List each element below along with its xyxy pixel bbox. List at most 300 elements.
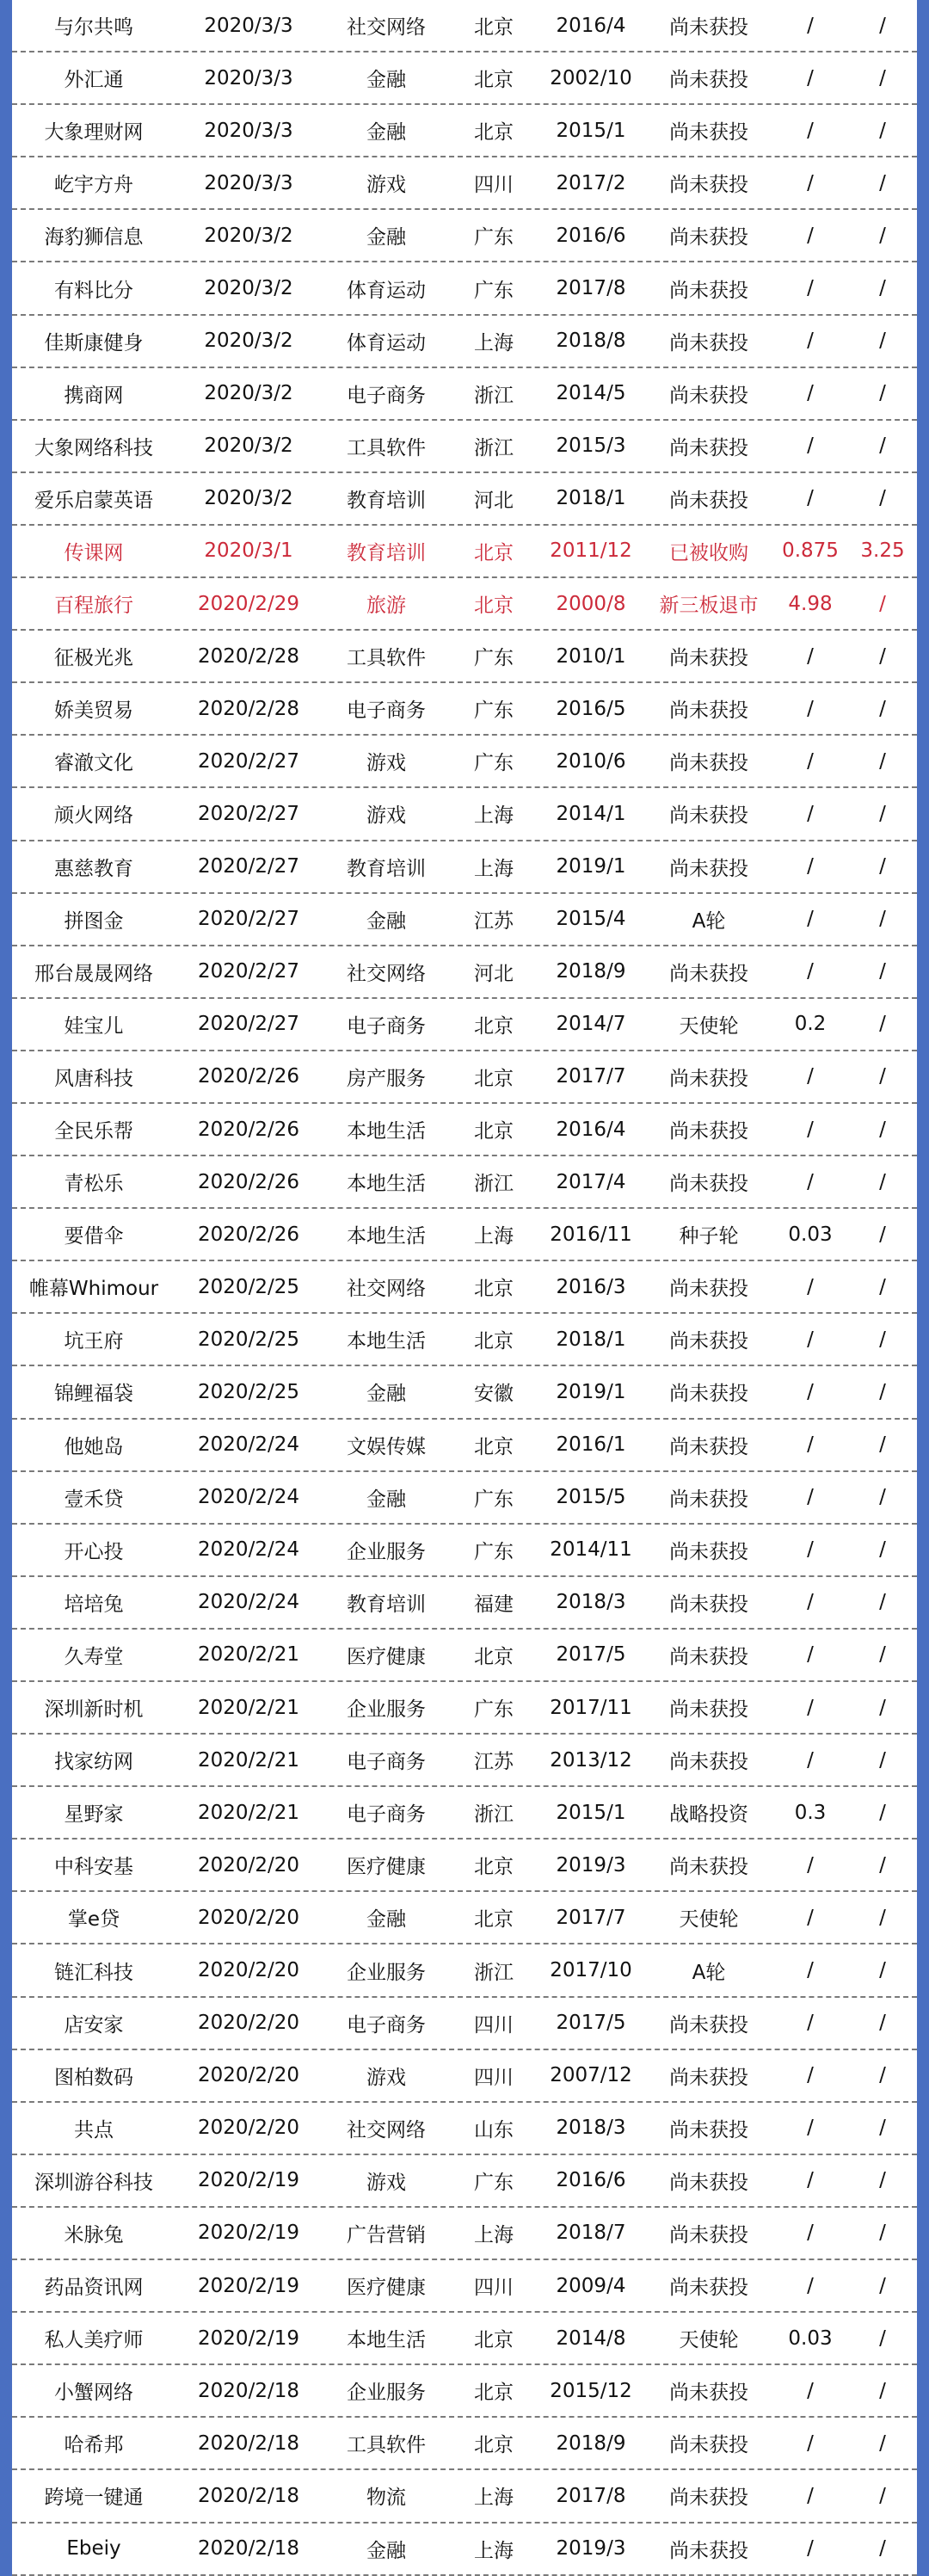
region-cell: 北京: [474, 1435, 514, 1458]
funding-amount-cell: /: [807, 908, 814, 931]
funding-round-cell: 尚未获投: [669, 2223, 748, 2246]
table-row: [12, 2103, 917, 2155]
valuation-cell: /: [879, 644, 886, 668]
industry-cell: 金融: [366, 1383, 406, 1406]
region-cell: 四川: [474, 2013, 514, 2037]
funding-round-cell: A轮: [692, 1961, 726, 1984]
funding-amount-cell: /: [807, 1170, 814, 1193]
company-name-cell: 坑王府: [64, 1330, 124, 1353]
closure-date-cell: 2020/2/27: [198, 802, 299, 825]
funding-round-cell: 尚未获投: [669, 1593, 748, 1616]
table-row: [12, 105, 917, 157]
closure-date-cell: 2020/3/3: [204, 66, 293, 89]
funding-round-cell: 尚未获投: [669, 699, 748, 723]
closure-date-cell: 2020/2/18: [198, 2537, 299, 2561]
industry-cell: 游戏: [366, 2171, 406, 2194]
valuation-cell: /: [879, 2012, 886, 2035]
table-row: [12, 1104, 917, 1156]
region-cell: 广东: [474, 1488, 514, 1511]
funding-round-cell: 已被收购: [669, 541, 748, 564]
region-cell: 广东: [474, 2171, 514, 2194]
founded-date-cell: 2015/12: [550, 2379, 632, 2402]
funding-round-cell: 尚未获投: [669, 857, 748, 880]
region-cell: 浙江: [474, 1803, 514, 1827]
closure-date-cell: 2020/2/20: [198, 1853, 299, 1877]
region-cell: 广东: [474, 647, 514, 670]
closure-date-cell: 2020/3/3: [204, 171, 293, 194]
founded-date-cell: 2014/8: [556, 2326, 626, 2350]
region-cell: 北京: [474, 1645, 514, 1668]
closure-date-cell: 2020/2/20: [198, 2012, 299, 2035]
company-name-cell: 深圳游谷科技: [34, 2171, 153, 2194]
valuation-cell: /: [879, 1906, 886, 1929]
funding-amount-cell: /: [807, 2274, 814, 2297]
region-cell: 广东: [474, 699, 514, 723]
funding-round-cell: 尚未获投: [669, 647, 748, 670]
funding-round-cell: 战略投资: [669, 1803, 748, 1827]
table-row: [12, 157, 917, 210]
founded-date-cell: 2018/8: [556, 330, 626, 353]
founded-date-cell: 2015/4: [556, 908, 626, 931]
funding-round-cell: 尚未获投: [669, 962, 748, 985]
funding-amount-cell: /: [807, 1118, 814, 1141]
company-name-cell: Ebeiy: [66, 2537, 121, 2561]
table-row: [12, 1630, 917, 1682]
region-cell: 浙江: [474, 1961, 514, 1984]
company-name-cell: 佳斯康健身: [44, 331, 144, 354]
valuation-cell: /: [879, 277, 886, 300]
funding-round-cell: A轮: [692, 909, 726, 933]
table-row: [12, 1209, 917, 1261]
valuation-cell: /: [879, 171, 886, 194]
table-row: [12, 2050, 917, 2103]
funding-amount-cell: /: [807, 2537, 814, 2561]
closure-date-cell: 2020/2/28: [198, 644, 299, 668]
founded-date-cell: 2015/1: [556, 119, 626, 142]
valuation-cell: /: [879, 487, 886, 510]
funding-round-cell: 尚未获投: [669, 1067, 748, 1090]
region-cell: 广东: [474, 226, 514, 250]
founded-date-cell: 2017/5: [556, 1643, 626, 1667]
industry-cell: 本地生活: [347, 1120, 426, 1143]
funding-amount-cell: /: [807, 2222, 814, 2245]
founded-date-cell: 2017/10: [550, 1959, 632, 1982]
region-cell: 福建: [474, 1593, 514, 1616]
funding-amount-cell: /: [807, 1696, 814, 1719]
funding-round-cell: 尚未获投: [669, 1330, 748, 1353]
region-cell: 山东: [474, 2118, 514, 2142]
founded-date-cell: 2018/1: [556, 487, 626, 510]
industry-cell: 企业服务: [347, 2382, 426, 2405]
funding-amount-cell: /: [807, 1486, 814, 1509]
funding-round-cell: 尚未获投: [669, 16, 748, 40]
company-name-cell: 要借伞: [64, 1225, 124, 1248]
table-row: [12, 788, 917, 841]
region-cell: 北京: [474, 1278, 514, 1301]
region-cell: 北京: [474, 16, 514, 40]
founded-date-cell: 2017/7: [556, 1906, 626, 1929]
industry-cell: 本地生活: [347, 1225, 426, 1248]
valuation-cell: /: [879, 382, 886, 405]
company-name-cell: 小蟹网络: [54, 2382, 133, 2405]
funding-round-cell: 尚未获投: [669, 2382, 748, 2405]
closure-date-cell: 2020/2/26: [198, 1223, 299, 1246]
funding-round-cell: 尚未获投: [669, 2171, 748, 2194]
table-row: [12, 421, 917, 473]
closure-date-cell: 2020/3/2: [204, 487, 293, 510]
closure-date-cell: 2020/2/21: [198, 1801, 299, 1824]
founded-date-cell: 2007/12: [550, 2064, 632, 2087]
closure-date-cell: 2020/2/21: [198, 1696, 299, 1719]
funding-round-cell: 尚未获投: [669, 436, 748, 459]
closure-date-cell: 2020/3/1: [204, 539, 293, 563]
funding-amount-cell: /: [807, 697, 814, 720]
table-row: [12, 473, 917, 526]
funding-amount-cell: /: [807, 2431, 814, 2455]
industry-cell: 电子商务: [347, 1751, 426, 1774]
region-cell: 浙江: [474, 1173, 514, 1196]
funding-round-cell: 尚未获投: [669, 1278, 748, 1301]
valuation-cell: /: [879, 1696, 886, 1719]
region-cell: 北京: [474, 1014, 514, 1038]
company-name-cell: 海豹狮信息: [44, 226, 144, 250]
industry-cell: 企业服务: [347, 1698, 426, 1722]
founded-date-cell: 2014/11: [550, 1538, 632, 1562]
founded-date-cell: 2011/12: [550, 539, 632, 563]
region-cell: 广东: [474, 752, 514, 775]
table-row: [12, 1840, 917, 1892]
valuation-cell: /: [879, 1643, 886, 1667]
funding-amount-cell: /: [807, 2064, 814, 2087]
table-row: [12, 2365, 917, 2418]
table-row: [12, 1261, 917, 1314]
funding-round-cell: 尚未获投: [669, 331, 748, 354]
industry-cell: 电子商务: [347, 384, 426, 407]
funding-round-cell: 尚未获投: [669, 1435, 748, 1458]
funding-amount-cell: /: [807, 2484, 814, 2507]
industry-cell: 文娱传媒: [347, 1435, 426, 1458]
table-row: [12, 1472, 917, 1525]
region-cell: 上海: [474, 857, 514, 880]
funding-amount-cell: /: [807, 855, 814, 878]
funding-amount-cell: /: [807, 1380, 814, 1403]
valuation-cell: /: [879, 1591, 886, 1614]
funding-round-cell: 尚未获投: [669, 1488, 748, 1511]
region-cell: 四川: [474, 174, 514, 197]
valuation-cell: /: [879, 2537, 886, 2561]
region-cell: 浙江: [474, 436, 514, 459]
funding-round-cell: 新三板退市: [659, 595, 759, 618]
valuation-cell: /: [879, 1801, 886, 1824]
company-name-cell: 娇美贸易: [54, 699, 133, 723]
industry-cell: 金融: [366, 121, 406, 145]
region-cell: 河北: [474, 962, 514, 985]
company-name-cell: 他她岛: [64, 1435, 124, 1458]
closure-date-cell: 2020/2/28: [198, 697, 299, 720]
closure-date-cell: 2020/2/26: [198, 1065, 299, 1088]
industry-cell: 社交网络: [347, 16, 426, 40]
funding-round-cell: 尚未获投: [669, 2277, 748, 2300]
company-name-cell: 风唐科技: [54, 1067, 133, 1090]
valuation-cell: /: [879, 1748, 886, 1772]
industry-cell: 游戏: [366, 804, 406, 828]
valuation-cell: /: [879, 14, 886, 37]
industry-cell: 体育运动: [347, 331, 426, 354]
closure-date-cell: 2020/3/2: [204, 330, 293, 353]
funding-round-cell: 尚未获投: [669, 2066, 748, 2089]
funding-round-cell: 尚未获投: [669, 121, 748, 145]
valuation-cell: /: [879, 1118, 886, 1141]
funding-amount-cell: /: [807, 749, 814, 773]
closure-date-cell: 2020/2/21: [198, 1748, 299, 1772]
valuation-cell: /: [879, 434, 886, 458]
funding-amount-cell: 0.03: [788, 2326, 833, 2350]
company-name-cell: 店安家: [64, 2013, 124, 2037]
table-row: [12, 1998, 917, 2050]
valuation-cell: /: [879, 855, 886, 878]
valuation-cell: /: [879, 1275, 886, 1298]
founded-date-cell: 2018/3: [556, 2117, 626, 2140]
funding-round-cell: 尚未获投: [669, 174, 748, 197]
closure-date-cell: 2020/2/29: [198, 592, 299, 615]
company-name-cell: 星野家: [64, 1803, 124, 1827]
region-cell: 北京: [474, 1908, 514, 1932]
table-row: [12, 2155, 917, 2208]
company-name-cell: 百程旅行: [54, 595, 133, 618]
industry-cell: 金融: [366, 226, 406, 250]
industry-cell: 本地生活: [347, 1173, 426, 1196]
company-name-cell: 共点: [74, 2118, 114, 2142]
company-name-cell: 有料比分: [54, 279, 133, 302]
valuation-cell: /: [879, 1380, 886, 1403]
valuation-cell: /: [879, 908, 886, 931]
valuation-cell: /: [879, 1486, 886, 1509]
founded-date-cell: 2017/2: [556, 171, 626, 194]
table-row: [12, 2470, 917, 2523]
funding-round-cell: 尚未获投: [669, 804, 748, 828]
valuation-cell: /: [879, 2484, 886, 2507]
company-name-cell: 哈希邦: [64, 2434, 124, 2457]
funding-amount-cell: /: [807, 1275, 814, 1298]
funding-amount-cell: /: [807, 171, 814, 194]
region-cell: 江苏: [474, 909, 514, 933]
industry-cell: 电子商务: [347, 1803, 426, 1827]
founded-date-cell: 2016/4: [556, 1118, 626, 1141]
table-row: [12, 999, 917, 1051]
closure-date-cell: 2020/2/20: [198, 1959, 299, 1982]
region-cell: 北京: [474, 1120, 514, 1143]
industry-cell: 教育培训: [347, 857, 426, 880]
closure-date-cell: 2020/2/20: [198, 2064, 299, 2087]
region-cell: 四川: [474, 2066, 514, 2089]
closure-date-cell: 2020/3/2: [204, 382, 293, 405]
company-name-cell: 壹禾贷: [64, 1488, 124, 1511]
valuation-cell: /: [879, 1853, 886, 1877]
table-row: [12, 210, 917, 262]
company-name-cell: 久寿堂: [64, 1645, 124, 1668]
closure-date-cell: 2020/2/20: [198, 1906, 299, 1929]
founded-date-cell: 2002/10: [550, 66, 632, 89]
founded-date-cell: 2015/5: [556, 1486, 626, 1509]
table-row: [12, 316, 917, 368]
table-row: [12, 262, 917, 315]
industry-cell: 工具软件: [347, 647, 426, 670]
table-row: [12, 2524, 917, 2576]
table-row: [12, 1156, 917, 1209]
founded-date-cell: 2015/1: [556, 1801, 626, 1824]
table-row: [12, 2418, 917, 2470]
founded-date-cell: 2016/5: [556, 697, 626, 720]
region-cell: 北京: [474, 2329, 514, 2352]
valuation-cell: /: [879, 66, 886, 89]
table-row: [12, 1892, 917, 1944]
company-name-cell: 找家纺网: [54, 1751, 133, 1774]
valuation-cell: /: [879, 697, 886, 720]
region-cell: 安徽: [474, 1383, 514, 1406]
industry-cell: 物流: [366, 2487, 406, 2510]
founded-date-cell: 2009/4: [556, 2274, 626, 2297]
valuation-cell: /: [879, 119, 886, 142]
founded-date-cell: 2016/6: [556, 224, 626, 247]
region-cell: 北京: [474, 541, 514, 564]
industry-cell: 广告营销: [347, 2223, 426, 2246]
funding-amount-cell: /: [807, 644, 814, 668]
founded-date-cell: 2016/3: [556, 1275, 626, 1298]
industry-cell: 金融: [366, 1488, 406, 1511]
funding-amount-cell: /: [807, 224, 814, 247]
region-cell: 北京: [474, 1330, 514, 1353]
funding-amount-cell: /: [807, 802, 814, 825]
founded-date-cell: 2018/9: [556, 2431, 626, 2455]
industry-cell: 企业服务: [347, 1961, 426, 1984]
company-name-cell: 米脉兔: [64, 2223, 124, 2246]
founded-date-cell: 2017/5: [556, 2012, 626, 2035]
valuation-cell: /: [879, 1538, 886, 1562]
founded-date-cell: 2017/8: [556, 277, 626, 300]
funding-amount-cell: 0.3: [794, 1801, 827, 1824]
valuation-cell: /: [879, 1013, 886, 1036]
founded-date-cell: 2019/1: [556, 1380, 626, 1403]
region-cell: 北京: [474, 1856, 514, 1879]
valuation-cell: /: [879, 749, 886, 773]
industry-cell: 社交网络: [347, 1278, 426, 1301]
closure-date-cell: 2020/2/26: [198, 1118, 299, 1141]
closure-date-cell: 2020/3/3: [204, 14, 293, 37]
company-name-cell: 全民乐帮: [54, 1120, 133, 1143]
funding-amount-cell: /: [807, 1959, 814, 1982]
funding-round-cell: 种子轮: [679, 1225, 739, 1248]
table-row: [12, 631, 917, 683]
region-cell: 江苏: [474, 1751, 514, 1774]
company-name-cell: 培培兔: [64, 1593, 124, 1616]
industry-cell: 企业服务: [347, 1540, 426, 1563]
funding-round-cell: 尚未获投: [669, 1173, 748, 1196]
company-name-cell: 深圳新时机: [44, 1698, 144, 1722]
funding-round-cell: 尚未获投: [669, 1698, 748, 1722]
region-cell: 上海: [474, 2487, 514, 2510]
table-row: [12, 2313, 917, 2365]
valuation-cell: 3.25: [860, 539, 905, 563]
funding-amount-cell: 0.03: [788, 1223, 833, 1246]
founded-date-cell: 2019/3: [556, 2537, 626, 2561]
table-row: [12, 1682, 917, 1735]
founded-date-cell: 2014/7: [556, 1013, 626, 1036]
region-cell: 北京: [474, 595, 514, 618]
industry-cell: 工具软件: [347, 2434, 426, 2457]
valuation-cell: /: [879, 1065, 886, 1088]
industry-cell: 金融: [366, 2539, 406, 2562]
company-table: [12, 0, 917, 2576]
funding-round-cell: 天使轮: [679, 2329, 739, 2352]
closure-date-cell: 2020/2/21: [198, 1643, 299, 1667]
industry-cell: 房产服务: [347, 1067, 426, 1090]
closure-date-cell: 2020/2/18: [198, 2484, 299, 2507]
founded-date-cell: 2014/1: [556, 802, 626, 825]
founded-date-cell: 2010/1: [556, 644, 626, 668]
funding-amount-cell: /: [807, 66, 814, 89]
founded-date-cell: 2016/1: [556, 1433, 626, 1457]
region-cell: 北京: [474, 69, 514, 92]
funding-round-cell: 尚未获投: [669, 2118, 748, 2142]
industry-cell: 医疗健康: [347, 1645, 426, 1668]
valuation-cell: /: [879, 1170, 886, 1193]
table-row: [12, 736, 917, 788]
closure-date-cell: 2020/2/24: [198, 1591, 299, 1614]
company-name-cell: 锦鲤福袋: [54, 1383, 133, 1406]
company-name-cell: 跨境一键通: [44, 2487, 144, 2510]
funding-round-cell: 尚未获投: [669, 1383, 748, 1406]
company-name-cell: 掌e贷: [67, 1908, 120, 1932]
founded-date-cell: 2017/7: [556, 1065, 626, 1088]
region-cell: 北京: [474, 121, 514, 145]
company-name-cell: 中科安基: [54, 1856, 133, 1879]
closure-date-cell: 2020/2/19: [198, 2274, 299, 2297]
company-name-cell: 青松乐: [64, 1173, 124, 1196]
valuation-cell: /: [879, 802, 886, 825]
funding-round-cell: 尚未获投: [669, 69, 748, 92]
table-row: [12, 2208, 917, 2260]
funding-round-cell: 尚未获投: [669, 2539, 748, 2562]
funding-amount-cell: 0.2: [794, 1013, 827, 1036]
founded-date-cell: 2018/9: [556, 960, 626, 983]
funding-round-cell: 尚未获投: [669, 279, 748, 302]
table-row: [12, 1525, 917, 1577]
table-frame: [12, 0, 917, 2576]
closure-date-cell: 2020/2/19: [198, 2169, 299, 2192]
closure-date-cell: 2020/2/20: [198, 2117, 299, 2140]
company-name-cell: 大象网络科技: [34, 436, 153, 459]
funding-amount-cell: /: [807, 277, 814, 300]
region-cell: 上海: [474, 804, 514, 828]
table-row: [12, 1366, 917, 1419]
industry-cell: 金融: [366, 69, 406, 92]
company-name-cell: 开心投: [64, 1540, 124, 1563]
closure-date-cell: 2020/2/25: [198, 1380, 299, 1403]
region-cell: 广东: [474, 1540, 514, 1563]
closure-date-cell: 2020/3/2: [204, 224, 293, 247]
industry-cell: 本地生活: [347, 1330, 426, 1353]
funding-round-cell: 尚未获投: [669, 1540, 748, 1563]
region-cell: 上海: [474, 331, 514, 354]
industry-cell: 本地生活: [347, 2329, 426, 2352]
closure-date-cell: 2020/2/27: [198, 960, 299, 983]
table-row: [12, 1944, 917, 1997]
founded-date-cell: 2010/6: [556, 749, 626, 773]
closure-date-cell: 2020/2/27: [198, 1013, 299, 1036]
closure-date-cell: 2020/3/3: [204, 119, 293, 142]
region-cell: 四川: [474, 2277, 514, 2300]
table-row: [12, 946, 917, 999]
